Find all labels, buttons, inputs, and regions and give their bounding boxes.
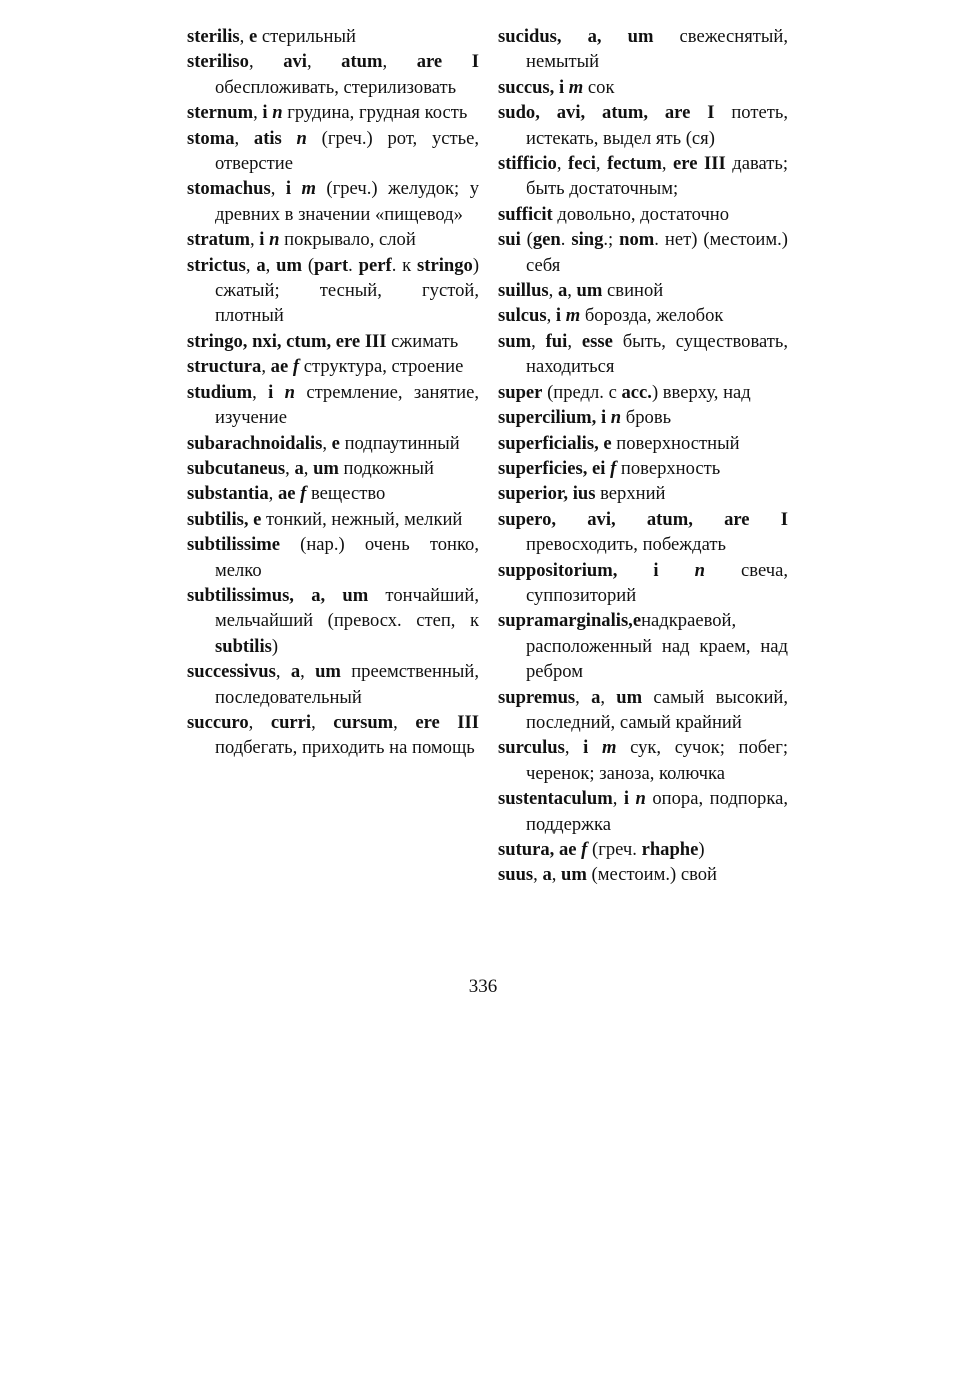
entry-headword: sing (571, 229, 604, 251)
entry-text: , (234, 127, 254, 149)
entry-headword: subarachnoidalis (187, 432, 323, 454)
entry-headword: suillus (498, 280, 549, 302)
entry-headword: studium (187, 381, 253, 403)
entry-text: , (393, 711, 416, 733)
dictionary-entry (187, 176, 479, 227)
entry-text: быть, существовать, находиться (526, 330, 789, 378)
dictionary-entry (498, 558, 788, 609)
entry-text: подкожный (338, 457, 434, 479)
dictionary-entry (498, 202, 788, 227)
dictionary-entry (187, 227, 479, 252)
entry-text: опора, подпорка, поддержка (526, 788, 788, 835)
entry-text (291, 178, 301, 199)
entry-headword: acc. (621, 381, 652, 403)
entry-text: свеча, суппозиторий (526, 559, 788, 606)
entry-headword: a (256, 254, 266, 276)
entry-headword: stringo, nxi, ctum, ere III (187, 330, 387, 352)
entry-headword: stratum (187, 229, 250, 251)
entry-text: бровь (621, 407, 672, 429)
entry-headword: gen (532, 229, 561, 251)
dictionary-entry (498, 405, 788, 430)
entry-text: свиной (602, 280, 664, 302)
dictionary-entry (187, 253, 479, 329)
right-column (498, 24, 788, 888)
entry-headword: um (315, 661, 341, 683)
entry-headword: strictus (187, 254, 246, 276)
entry-headword: succuro (187, 711, 249, 733)
entry-text (659, 560, 695, 581)
entry-text (282, 128, 297, 149)
entry-text: стерильный (257, 26, 356, 47)
dictionary-entry (498, 380, 788, 405)
entry-gender: m (301, 178, 316, 200)
entry-headword: fectum (607, 153, 662, 175)
entry-headword: subtilis, e (187, 508, 262, 530)
entry-text: , (250, 229, 260, 251)
entry-headword: succus, i (498, 76, 565, 98)
entry-headword: avi (283, 51, 307, 73)
entry-headword: subcutaneus (187, 457, 286, 479)
entry-headword: sufficit (498, 203, 553, 225)
entry-text: , (245, 254, 257, 276)
page-number: 336 (468, 976, 498, 997)
dictionary-entry (187, 532, 479, 583)
entry-headword: subtilissime (187, 534, 280, 556)
entry-text: , (661, 153, 674, 175)
entry-text: , (567, 280, 577, 302)
entry-text: ) (271, 635, 279, 657)
entry-headword: i (268, 381, 274, 403)
dictionary-entry (498, 100, 788, 151)
entry-headword: substantia (187, 483, 269, 505)
dictionary-entry (498, 735, 788, 786)
dictionary-entry (498, 151, 788, 202)
entry-text: (греч. (587, 839, 642, 860)
entry-text: надкраевой, расположенный над краем, над ребром (526, 610, 788, 683)
entry-headword: e (248, 26, 258, 47)
dictionary-entry (187, 100, 479, 125)
entry-text: преемственный, последовательный (215, 661, 480, 708)
entry-gender: m (568, 76, 584, 98)
dictionary-entry (498, 685, 788, 736)
entry-text: ) вверху, над (651, 381, 751, 403)
entry-text: довольно, достаточно (552, 203, 730, 225)
entry-text: , (306, 51, 342, 73)
entry-headword: i (259, 229, 265, 251)
entry-text: , (382, 51, 417, 73)
entry-headword: i (285, 178, 291, 200)
entry-headword: sui (498, 229, 521, 251)
entry-gender: m (601, 737, 617, 759)
entry-text: , (300, 661, 316, 683)
entry-text: , (275, 661, 291, 683)
entry-headword: perf (358, 254, 392, 276)
dictionary-entry (498, 329, 788, 380)
entry-text: , (285, 457, 295, 479)
entry-headword: suus (498, 864, 534, 886)
entry-headword: i (555, 305, 562, 327)
entry-headword: ere III (673, 153, 726, 175)
entry-text: ) сжатый; тесный, густой, плотный (215, 254, 480, 327)
entry-headword: feci (568, 153, 596, 175)
entry-headword: um (561, 864, 587, 886)
dictionary-entry (498, 786, 788, 837)
dictionary-entry (187, 431, 479, 456)
entry-text: ( (520, 229, 533, 251)
entry-headword: um (576, 280, 603, 302)
entry-headword: stomachus (187, 178, 271, 200)
entry-gender: f (300, 483, 307, 505)
entry-gender: n (296, 127, 307, 149)
dictionary-entry (187, 49, 479, 100)
entry-text: , (261, 356, 271, 378)
dictionary-entry (187, 481, 479, 506)
entry-text: . к (391, 254, 418, 276)
entry-text: ( (302, 254, 315, 276)
entry-gender: n (610, 407, 622, 429)
entry-text: поверхность (616, 457, 721, 479)
dictionary-entry (187, 583, 479, 659)
entry-text: , (265, 254, 277, 276)
dictionary-entry (498, 456, 788, 481)
entry-text: , (311, 711, 334, 733)
entry-headword: supercilium, i (498, 407, 607, 429)
entry-text (273, 382, 284, 403)
entry-text: , (575, 686, 592, 708)
dictionary-entry (187, 354, 479, 379)
dictionary-entry (498, 75, 788, 100)
entry-text: , (551, 864, 562, 886)
entry-headword: atis (253, 127, 282, 149)
dictionary-entry (498, 303, 788, 328)
entry-text: , (248, 51, 284, 73)
entry-headword: sutura, ae (498, 839, 577, 860)
entry-text: , (248, 711, 271, 733)
entry-headword: atum (341, 51, 383, 73)
entry-text: , (253, 102, 263, 124)
entry-headword: um (616, 686, 643, 708)
entry-headword: ere III (415, 711, 479, 733)
entry-headword: stoma (187, 127, 235, 149)
entry-headword: sudo, avi, atum, are I (498, 102, 715, 124)
entry-headword: a (294, 457, 304, 479)
entry-headword: suppositorium, i (498, 559, 659, 581)
entry-headword: structura (187, 356, 262, 378)
dictionary-entry (187, 24, 479, 49)
entry-text: , (270, 178, 286, 200)
entry-headword: subtilis (215, 635, 272, 657)
entry-headword: subtilissimus, a, um (187, 584, 369, 606)
entry-headword: a (542, 864, 552, 886)
entry-headword: esse (581, 330, 613, 352)
entry-text: верхний (595, 483, 666, 505)
dictionary-entry (187, 329, 479, 354)
dictionary-entry (498, 837, 788, 862)
entry-text: (греч.) рот, устье, отверстие (215, 127, 479, 175)
entry-headword: i (262, 102, 268, 124)
entry-headword: supramarginalis,e (498, 610, 642, 632)
entry-headword: sterilis (187, 26, 240, 47)
entry-text: , (268, 483, 278, 505)
entry-gender: n (272, 102, 283, 124)
entry-headword: a (290, 661, 301, 683)
entry-text: . (560, 229, 572, 251)
entry-text: . (348, 254, 359, 276)
entry-headword: fui (545, 330, 568, 352)
dictionary-entry (187, 507, 479, 532)
entry-gender: n (635, 788, 646, 810)
entry-text: грудина, грудная кость (282, 102, 468, 124)
entry-text: вещество (306, 483, 386, 505)
dictionary-entry (187, 380, 479, 431)
entry-text: (греч.) желудок; у древних в значении «пищевод» (215, 178, 480, 225)
entry-text: , (567, 330, 582, 352)
left-column (187, 24, 479, 761)
entry-headword: part (314, 254, 349, 276)
entry-text: сук, сучок; побег; черенок; заноза, колючка (526, 737, 789, 784)
entry-text: подпаутинный (339, 432, 460, 454)
entry-text: , (600, 686, 617, 708)
entry-headword: i (623, 788, 630, 810)
dictionary-entry (498, 24, 788, 75)
entry-headword: ae (277, 483, 296, 505)
entry-text: (нар.) очень тонко, мелко (215, 534, 479, 581)
entry-headword: cursum (333, 711, 394, 733)
entry-headword: sum (498, 330, 532, 352)
entry-text: , (612, 788, 624, 810)
entry-text: , (531, 330, 546, 352)
entry-gender: n (269, 229, 280, 251)
entry-headword: supremus (498, 686, 576, 708)
dictionary-entry (498, 608, 788, 684)
entry-text: превосходить, побеждать (526, 534, 726, 556)
entry-text: поверхностный (611, 432, 740, 454)
dictionary-entry (187, 456, 479, 481)
dictionary-entry (498, 278, 788, 303)
entry-headword: successivus (187, 661, 276, 683)
entry-text: , (239, 26, 249, 47)
entry-headword: nom (619, 229, 655, 251)
dictionary-entry (187, 659, 479, 710)
entry-headword: um (276, 254, 303, 276)
entry-headword: um (313, 457, 339, 479)
entry-text: , (548, 280, 558, 302)
entry-headword: stringo (417, 254, 473, 276)
entry-text: стремление, занятие, изучение (215, 381, 479, 429)
entry-headword: superficies, ei (498, 457, 606, 479)
entry-headword: steriliso (187, 51, 249, 73)
entry-text: структура, строение (299, 356, 464, 378)
entry-headword: a (591, 686, 601, 708)
entry-headword: a (557, 280, 568, 302)
entry-headword: ae (270, 356, 289, 378)
entry-gender: n (694, 559, 705, 581)
entry-text: ) (698, 839, 705, 860)
entry-text: .; (603, 229, 620, 251)
entry-text: тонкий, нежный, мелкий (261, 508, 463, 530)
dictionary-entry (498, 431, 788, 456)
entry-headword: sustentaculum (498, 788, 613, 810)
entry-text: . нет) (местоим.) себя (526, 229, 788, 276)
entry-text: , (533, 864, 543, 886)
entry-headword: sternum (187, 102, 254, 124)
entry-headword: are I (416, 51, 479, 73)
entry-text: , (252, 381, 269, 403)
entry-headword: stifficio (498, 153, 557, 175)
entry-headword: curri (270, 711, 312, 733)
entry-text: борозда, желобок (580, 305, 724, 327)
entry-text (588, 737, 602, 758)
entry-headword: i (583, 737, 589, 759)
dictionary-entry (498, 507, 788, 558)
entry-text: давать; быть достаточным; (526, 153, 789, 200)
entry-headword: supero, avi, atum, are I (498, 508, 788, 530)
entry-text: сок (583, 76, 615, 98)
entry-text: свежеснятый, немытый (526, 26, 788, 73)
entry-text: (предл. с (542, 381, 622, 403)
entry-text: , (322, 432, 332, 454)
dictionary-entry (498, 862, 788, 887)
entry-text: потеть, истекать, выдел ять (ся) (526, 102, 788, 149)
dictionary-entry (498, 227, 788, 278)
entry-headword: e (331, 432, 340, 454)
entry-text: , (556, 153, 569, 175)
entry-gender: m (565, 305, 581, 327)
entry-gender: n (284, 381, 295, 403)
entry-gender: f (581, 839, 588, 860)
entry-headword: sulcus (498, 305, 547, 327)
dictionary-entry (187, 710, 479, 761)
dictionary-entry (498, 481, 788, 506)
entry-text: самый высокий, последний, самый крайний (526, 686, 789, 733)
entry-text: подбегать, приходить на помощь (215, 737, 475, 759)
entry-headword: super (498, 381, 543, 403)
dictionary-entry (187, 126, 479, 177)
entry-text: обеспложивать, стерилизовать (215, 76, 457, 98)
entry-headword: sucidus, a, um (498, 26, 654, 47)
entry-text: , (546, 305, 556, 327)
entry-gender: f (610, 457, 617, 479)
entry-headword: rhaphe (641, 839, 699, 860)
entry-text: , (303, 457, 314, 479)
entry-headword: surculus (498, 737, 565, 759)
entry-text: (местоим.) свой (586, 864, 718, 886)
entry-text: покрывало, слой (279, 229, 416, 251)
entry-text: сжимать (386, 330, 459, 352)
entry-text: тончайший, мельчайший (превосх. степ, к (215, 584, 479, 632)
entry-headword: superficialis, e (498, 432, 612, 454)
entry-gender: f (292, 356, 300, 378)
entry-text: , (595, 153, 608, 175)
entry-text: , (564, 737, 584, 759)
entry-headword: superior, ius (498, 483, 596, 505)
